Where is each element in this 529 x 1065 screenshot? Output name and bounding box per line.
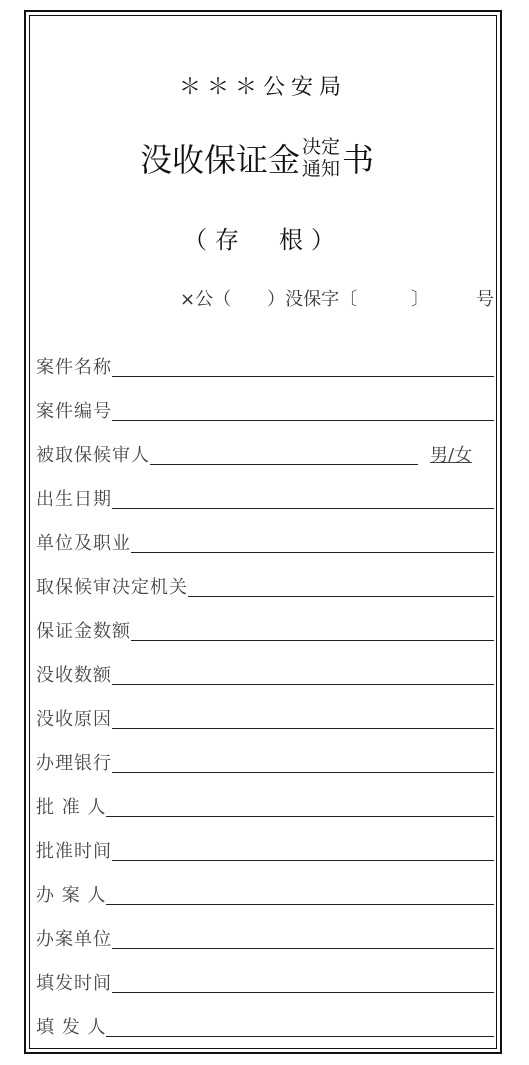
field-case-name <box>36 355 494 379</box>
field-approval-time <box>36 839 494 863</box>
document-number-text: ×公（ ）没保字〔 〕 <box>180 289 430 310</box>
title-alternatives <box>302 136 340 180</box>
field-label: 批 准 人 <box>36 797 107 818</box>
fill-in-line[interactable] <box>112 683 494 685</box>
title-end: 书 <box>342 141 375 179</box>
document-number <box>180 285 494 311</box>
field-deposit-amount <box>36 619 494 643</box>
fill-in-line[interactable] <box>112 727 494 729</box>
field-label: 案件名称 <box>36 357 112 378</box>
field-approver <box>36 795 494 819</box>
field-label: 填 发 人 <box>36 1017 107 1038</box>
fill-in-line[interactable] <box>131 639 494 641</box>
stub-label: （存 根） <box>183 226 343 254</box>
field-label: 出生日期 <box>36 489 112 510</box>
fill-in-line[interactable] <box>112 991 494 993</box>
fill-in-line[interactable] <box>106 1035 494 1037</box>
field-label: 办案单位 <box>36 929 112 950</box>
field-label: 单位及职业 <box>36 533 131 554</box>
field-case-number <box>36 399 494 423</box>
field-employer-occupation <box>36 531 494 555</box>
field-label: 被取保候审人 <box>36 445 150 466</box>
field-issuer <box>36 1015 494 1039</box>
fill-in-line[interactable] <box>112 947 494 949</box>
gender-option[interactable]: 男/女 <box>430 445 473 466</box>
fill-in-line[interactable] <box>112 375 494 377</box>
field-forfeit-reason <box>36 707 494 731</box>
field-label: 没收原因 <box>36 709 112 730</box>
field-handling-bank <box>36 751 494 775</box>
field-handling-unit <box>36 927 494 951</box>
title-main: 没收保证金 <box>140 141 301 179</box>
field-bailee <box>36 443 494 467</box>
agency-name: ＊＊＊公安局 <box>178 75 347 100</box>
field-case-officer <box>36 883 494 907</box>
field-label: 办 案 人 <box>36 885 107 906</box>
title-alt-notice: 通知 <box>302 158 341 180</box>
fill-in-line[interactable] <box>112 859 494 861</box>
field-label: 填发时间 <box>36 973 112 994</box>
field-label: 批准时间 <box>36 841 112 862</box>
field-label: 取保候审决定机关 <box>36 577 188 598</box>
field-label: 办理银行 <box>36 753 112 774</box>
field-label: 案件编号 <box>36 401 112 422</box>
document-title <box>140 128 374 188</box>
field-deciding-authority <box>36 575 494 599</box>
fill-in-line[interactable] <box>112 507 494 509</box>
field-birth-date <box>36 487 494 511</box>
field-label: 保证金数额 <box>36 621 131 642</box>
fill-in-line[interactable] <box>112 771 494 773</box>
fill-in-line[interactable] <box>188 595 494 597</box>
field-forfeit-amount <box>36 663 494 687</box>
field-issue-time <box>36 971 494 995</box>
fill-in-line[interactable] <box>131 551 494 553</box>
fill-in-line[interactable] <box>112 419 494 421</box>
fill-in-line[interactable] <box>106 815 494 817</box>
title-alt-decision: 决定 <box>302 136 341 158</box>
document-number-suffix: 号 <box>476 289 494 310</box>
fill-in-line[interactable] <box>106 903 494 905</box>
field-label: 没收数额 <box>36 665 112 686</box>
fill-in-line[interactable] <box>150 463 418 465</box>
